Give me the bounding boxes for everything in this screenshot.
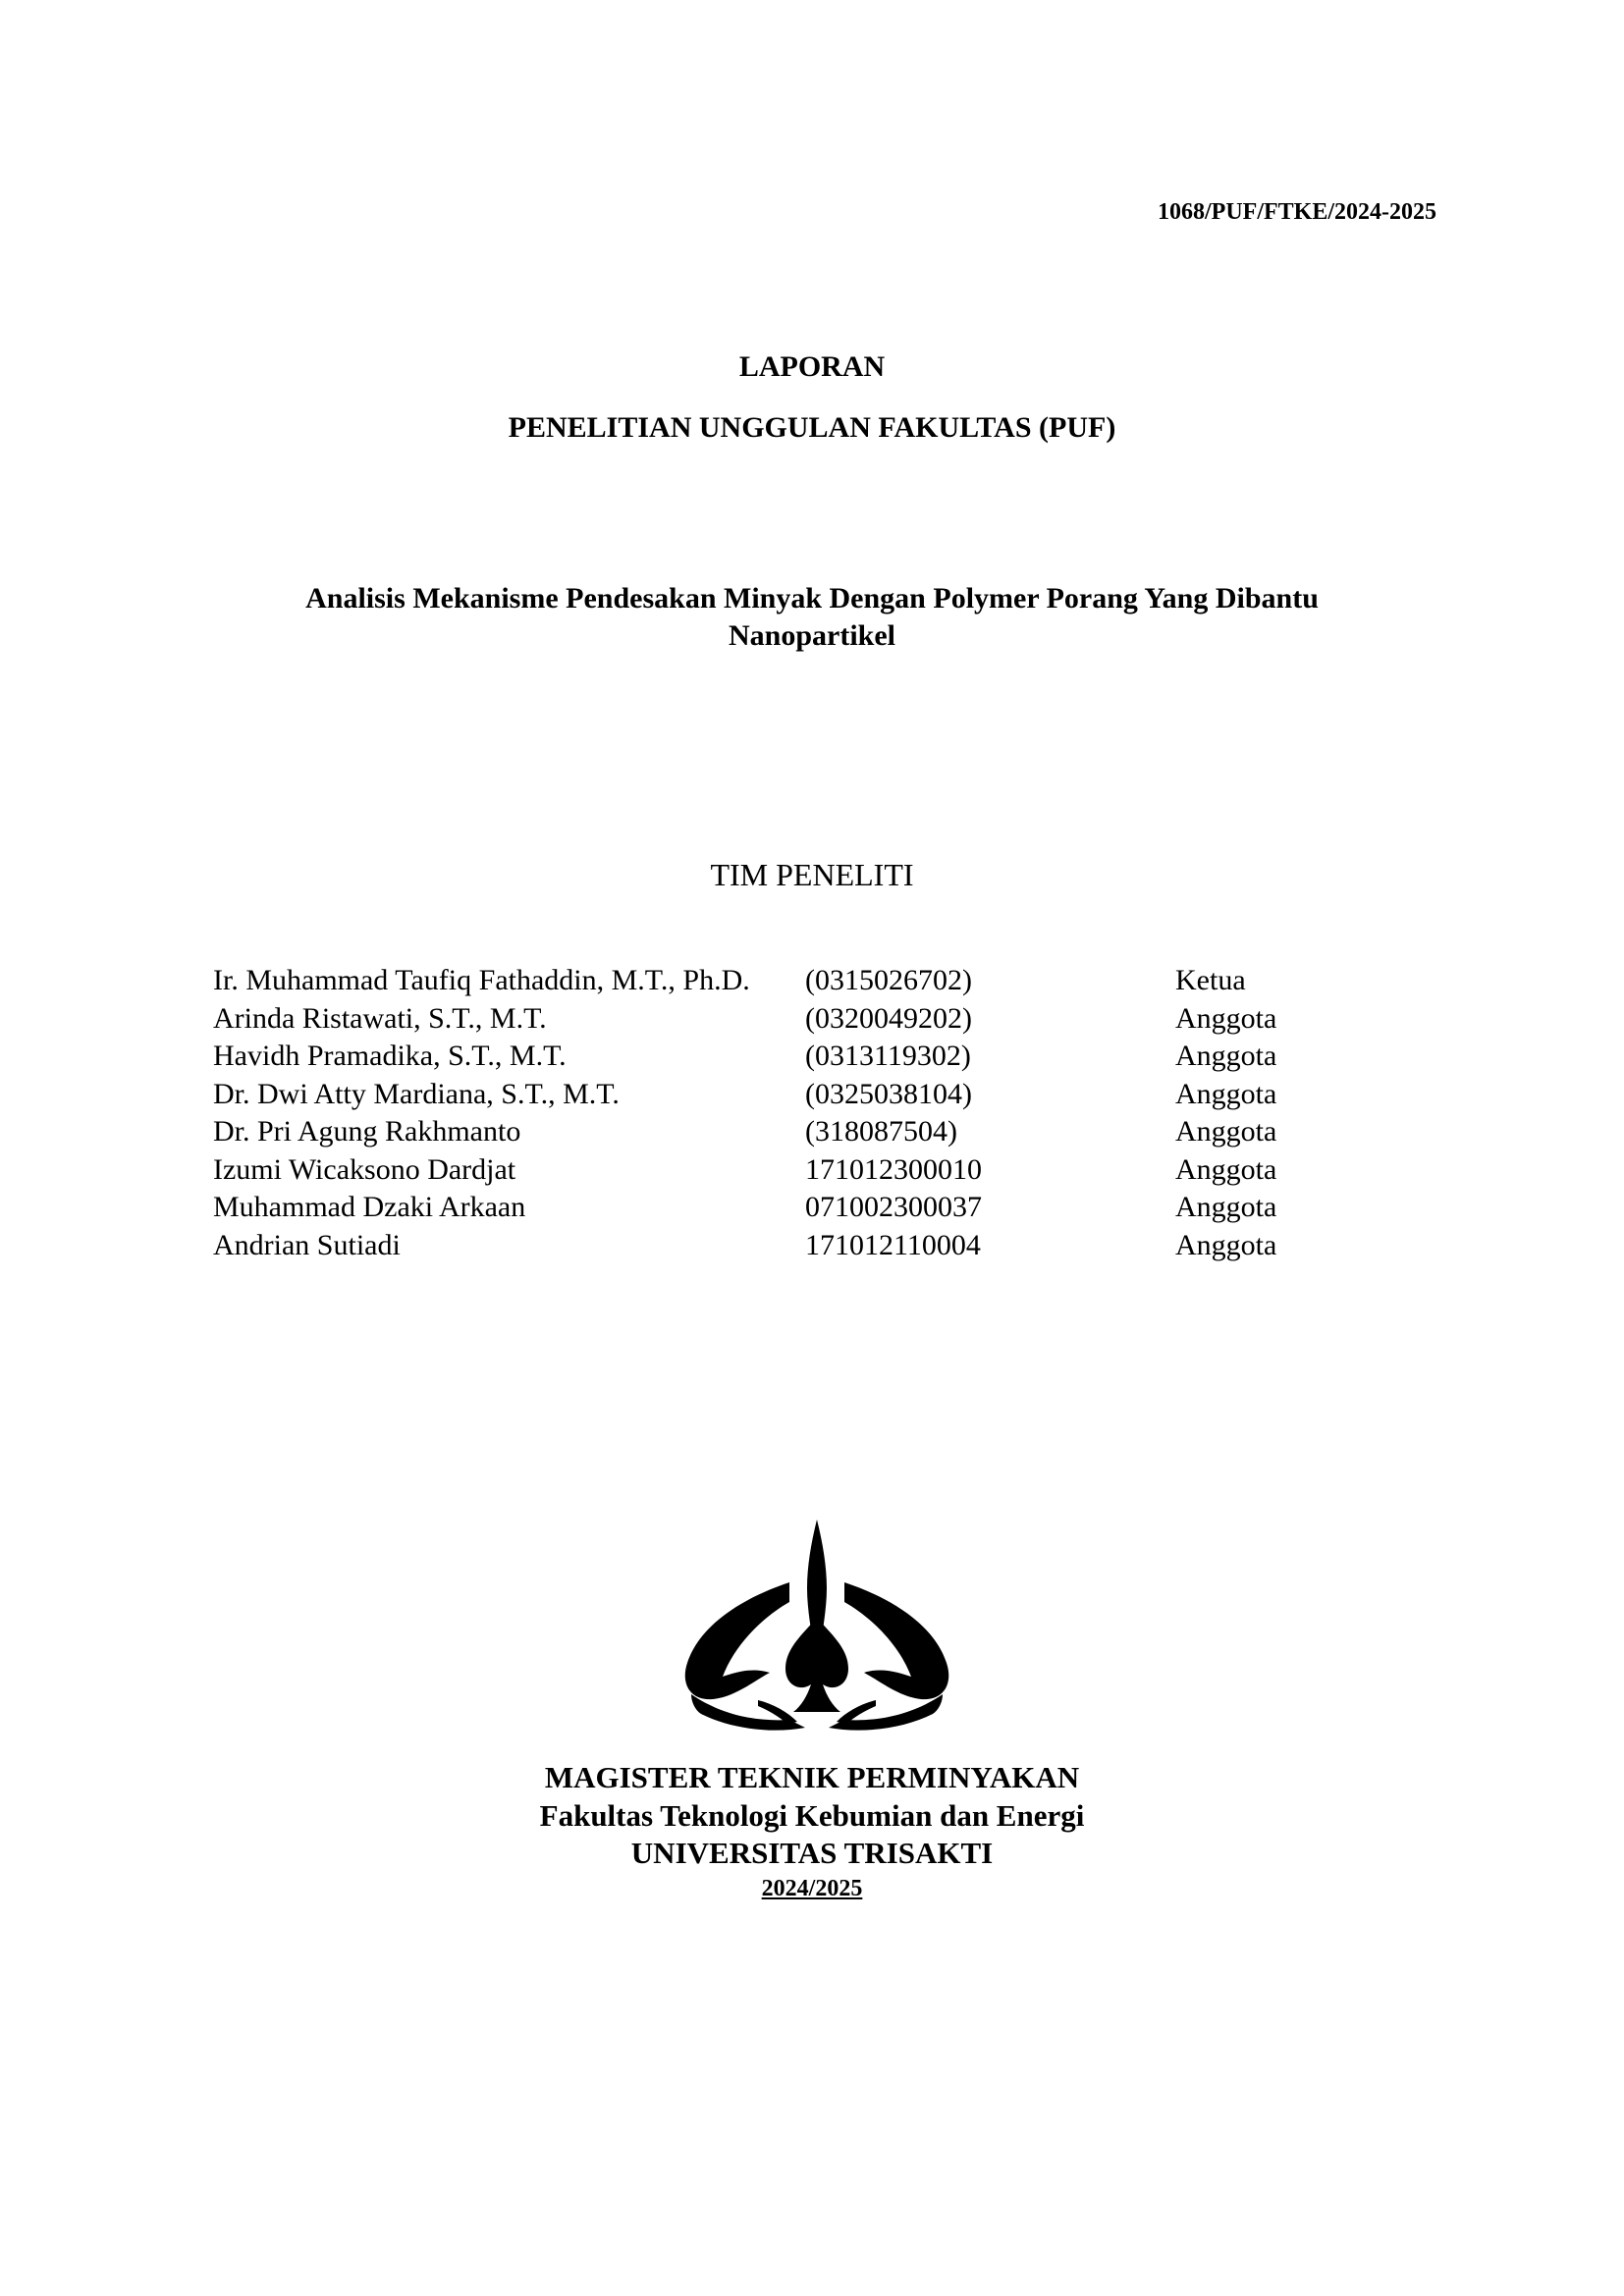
report-subheading: PENELITIAN UNGGULAN FAKULTAS (PUF) [508, 411, 1116, 444]
university-name: UNIVERSITAS TRISAKTI [630, 1836, 994, 1870]
team-row [213, 962, 1391, 1000]
member-name: Ir. Muhammad Taufiq Fathaddin, M.T., Ph.D. [213, 964, 750, 996]
team-row [213, 1000, 1391, 1039]
member-role: Anggota [1175, 1191, 1277, 1223]
team-row [213, 1151, 1391, 1190]
member-name: Havidh Pramadika, S.T., M.T. [213, 1040, 567, 1072]
academic-year: 2024/2025 [761, 1876, 863, 1901]
member-name: Andrian Sutiadi [213, 1228, 401, 1261]
member-id: 071002300037 [805, 1191, 982, 1223]
member-id: (0320049202) [805, 1001, 972, 1035]
team-row [213, 1189, 1391, 1227]
member-name: Dr. Dwi Atty Mardiana, S.T., M.T. [213, 1077, 620, 1110]
member-name: Arinda Ristawati, S.T., M.T. [213, 1001, 547, 1035]
program-name: MAGISTER TEKNIK PERMINYAKAN [544, 1760, 1080, 1794]
member-name: Izumi Wicaksono Dardjat [213, 1152, 516, 1186]
team-row [213, 1038, 1391, 1076]
member-role: Ketua [1175, 964, 1246, 996]
member-role: Anggota [1175, 1228, 1277, 1261]
team-table [213, 962, 1391, 1264]
member-id: 171012300010 [805, 1152, 982, 1186]
research-title: Analisis Mekanisme Pendesakan Minyak Dengan Polymer Porang Yang Dibantu Nanopartikel [305, 582, 1319, 652]
member-id: 171012110004 [805, 1228, 981, 1261]
report-heading: LAPORAN [738, 350, 886, 383]
member-role: Anggota [1175, 1077, 1277, 1110]
team-row [213, 1076, 1391, 1114]
team-row [213, 1113, 1391, 1151]
member-id: (318087504) [805, 1115, 957, 1148]
member-id: (0313119302) [805, 1040, 971, 1072]
member-role: Anggota [1175, 1001, 1277, 1035]
member-role: Anggota [1175, 1115, 1277, 1148]
team-heading: TIM PENELITI [710, 857, 914, 892]
faculty-name: Fakultas Teknologi Kebumian dan Energi [539, 1798, 1085, 1833]
member-id: (0325038104) [805, 1077, 972, 1110]
member-role: Anggota [1175, 1152, 1277, 1186]
document-number: 1068/PUF/FTKE/2024-2025 [1158, 199, 1436, 225]
member-role: Anggota [1175, 1040, 1277, 1072]
member-name: Dr. Pri Agung Rakhmanto [213, 1115, 521, 1148]
team-row [213, 1227, 1391, 1265]
member-name: Muhammad Dzaki Arkaan [213, 1191, 526, 1223]
member-id: (0315026702) [805, 964, 972, 996]
university-emblem-icon [679, 1520, 954, 1737]
